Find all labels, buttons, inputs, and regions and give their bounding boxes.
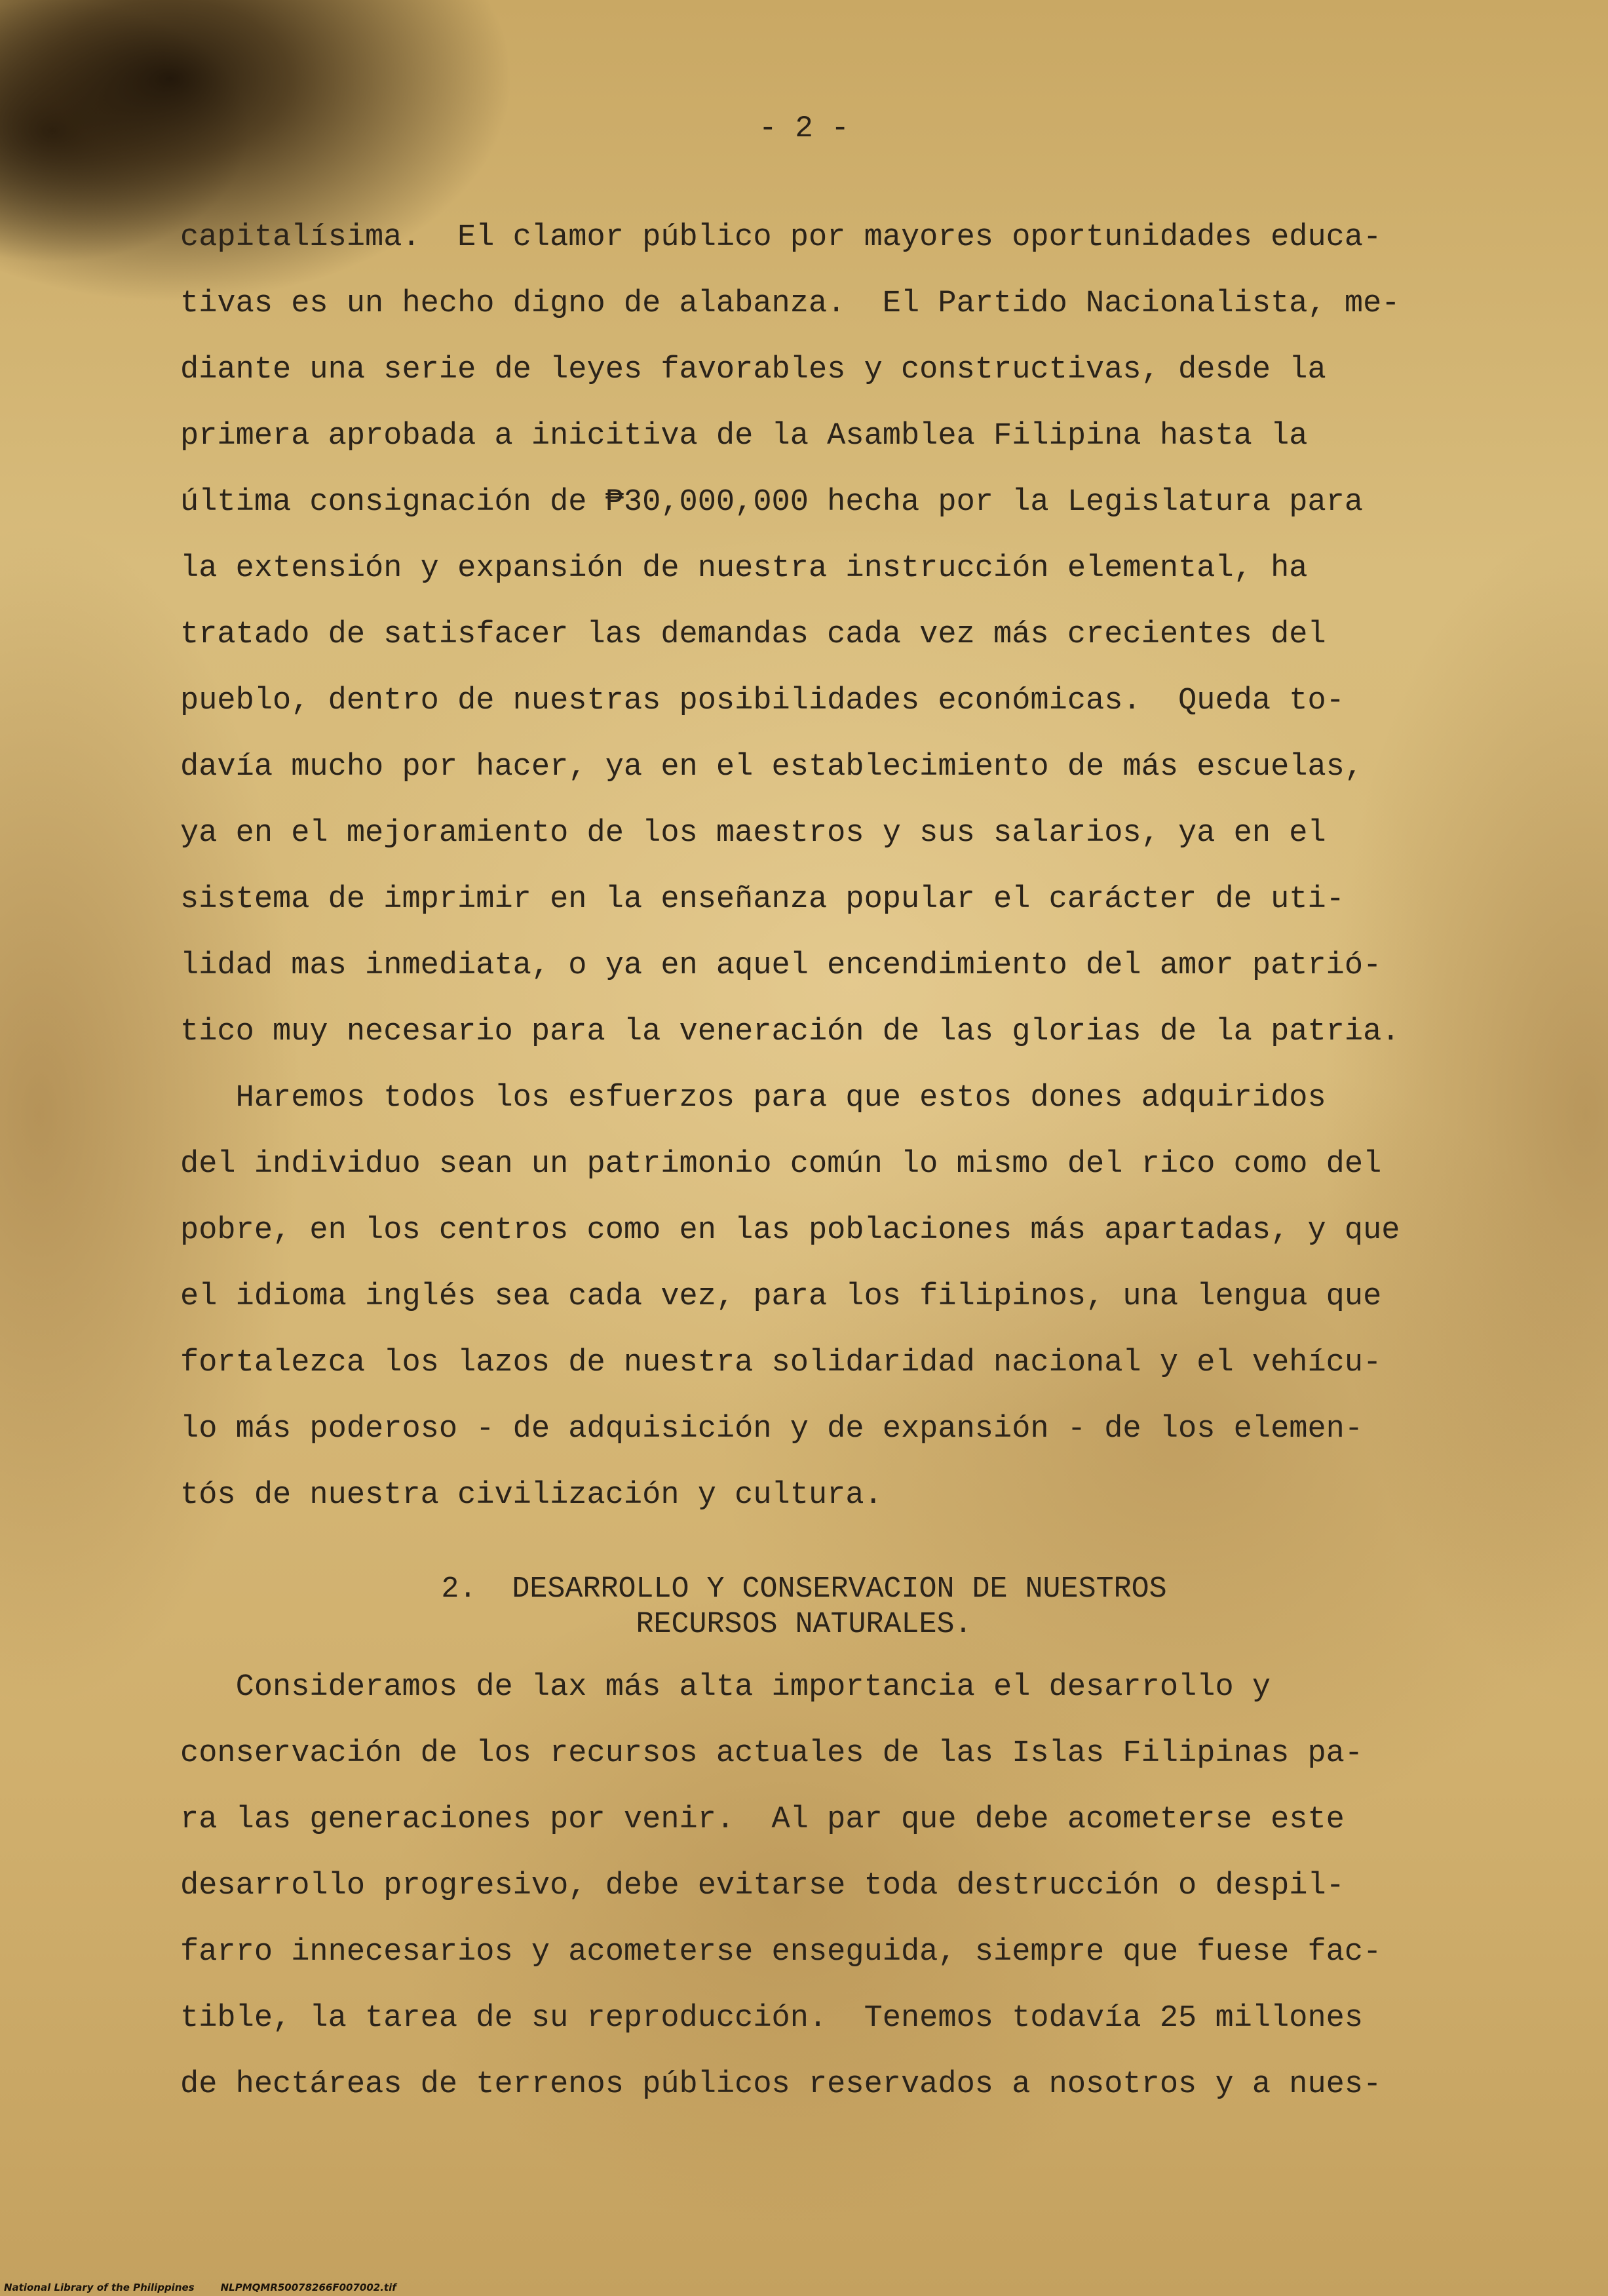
text-line: sistema de imprimir en la enseñanza popular el carácter de uti- — [180, 882, 1345, 917]
text-line: pueblo, dentro de nuestras posibilidades económicas. Queda to- — [180, 684, 1345, 718]
page-number: - 2 - — [758, 111, 850, 146]
text-line: primera aprobada a inicitiva de la Asamblea Filipina hasta la — [180, 419, 1308, 454]
text-line: davía mucho por hacer, ya en el establecimiento de más escuelas, — [180, 750, 1364, 785]
footer-file-id: NLPMQMR50078266F007002.tif — [220, 2282, 396, 2293]
footer-institution: National Library of the Philippines — [4, 2282, 195, 2293]
section-heading — [0, 1572, 1608, 1643]
text-line: tible, la tarea de su reproducción. Tenemos todavía 25 millones — [180, 2001, 1364, 2036]
document-body-continued — [180, 1654, 1484, 2118]
text-line: lidad mas inmediata, o ya en aquel encendimiento del amor patrió- — [180, 948, 1382, 983]
text-line: de hectáreas de terrenos públicos reservados a nosotros y a nues- — [180, 2067, 1382, 2102]
text-line: tivas es un hecho digno de alabanza. El Partido Nacionalista, me- — [180, 286, 1400, 321]
text-line: conservación de los recursos actuales de las Islas Filipinas pa- — [180, 1736, 1364, 1771]
text-line: pobre, en los centros como en las poblaciones más apartadas, y que — [180, 1213, 1400, 1248]
text-line: tico muy necesario para la veneración de las glorias de la patria. — [180, 1015, 1400, 1049]
scan-footer — [4, 2282, 423, 2293]
text-line: ra las generaciones por venir. Al par que debe acometerse este — [180, 1802, 1345, 1837]
text-line: tós de nuestra civilización y cultura. — [180, 1478, 883, 1513]
text-line: Consideramos de lax más alta importancia el desarrollo y — [180, 1670, 1271, 1705]
text-line: capitalísima. El clamor público por mayores oportunidades educa- — [180, 220, 1382, 255]
paragraph-education — [180, 204, 1484, 1065]
document-body — [180, 204, 1484, 1528]
text-line: tratado de satisfacer las demandas cada vez más crecientes del — [180, 617, 1326, 652]
text-line: el idioma inglés sea cada vez, para los filipinos, una lengua que — [180, 1279, 1382, 1314]
text-line: lo más poderoso - de adquisición y de expansión - de los elemen- — [180, 1412, 1364, 1447]
text-line: del individuo sean un patrimonio común lo mismo del rico como del — [180, 1147, 1382, 1182]
text-line: última consignación de ₱30,000,000 hecha por la Legislatura para — [180, 485, 1364, 520]
heading-line: 2. DESARROLLO Y CONSERVACION DE NUESTROS — [441, 1572, 1167, 1606]
text-line: fortalezca los lazos de nuestra solidaridad nacional y el vehícu- — [180, 1346, 1382, 1380]
paragraph-efforts — [180, 1065, 1484, 1528]
text-line: ya en el mejoramiento de los maestros y sus salarios, ya en el — [180, 816, 1326, 851]
heading-line: RECURSOS NATURALES. — [636, 1608, 972, 1641]
text-line: diante una serie de leyes favorables y constructivas, desde la — [180, 353, 1326, 387]
text-line: Haremos todos los esfuerzos para que estos dones adquiridos — [180, 1081, 1326, 1116]
text-line: farro innecesarios y acometerse enseguida, siempre que fuese fac- — [180, 1935, 1382, 1970]
text-line: desarrollo progresivo, debe evitarse toda destrucción o despil- — [180, 1869, 1345, 1903]
text-line: la extensión y expansión de nuestra instrucción elemental, ha — [180, 551, 1308, 586]
paragraph-resources — [180, 1654, 1484, 2118]
